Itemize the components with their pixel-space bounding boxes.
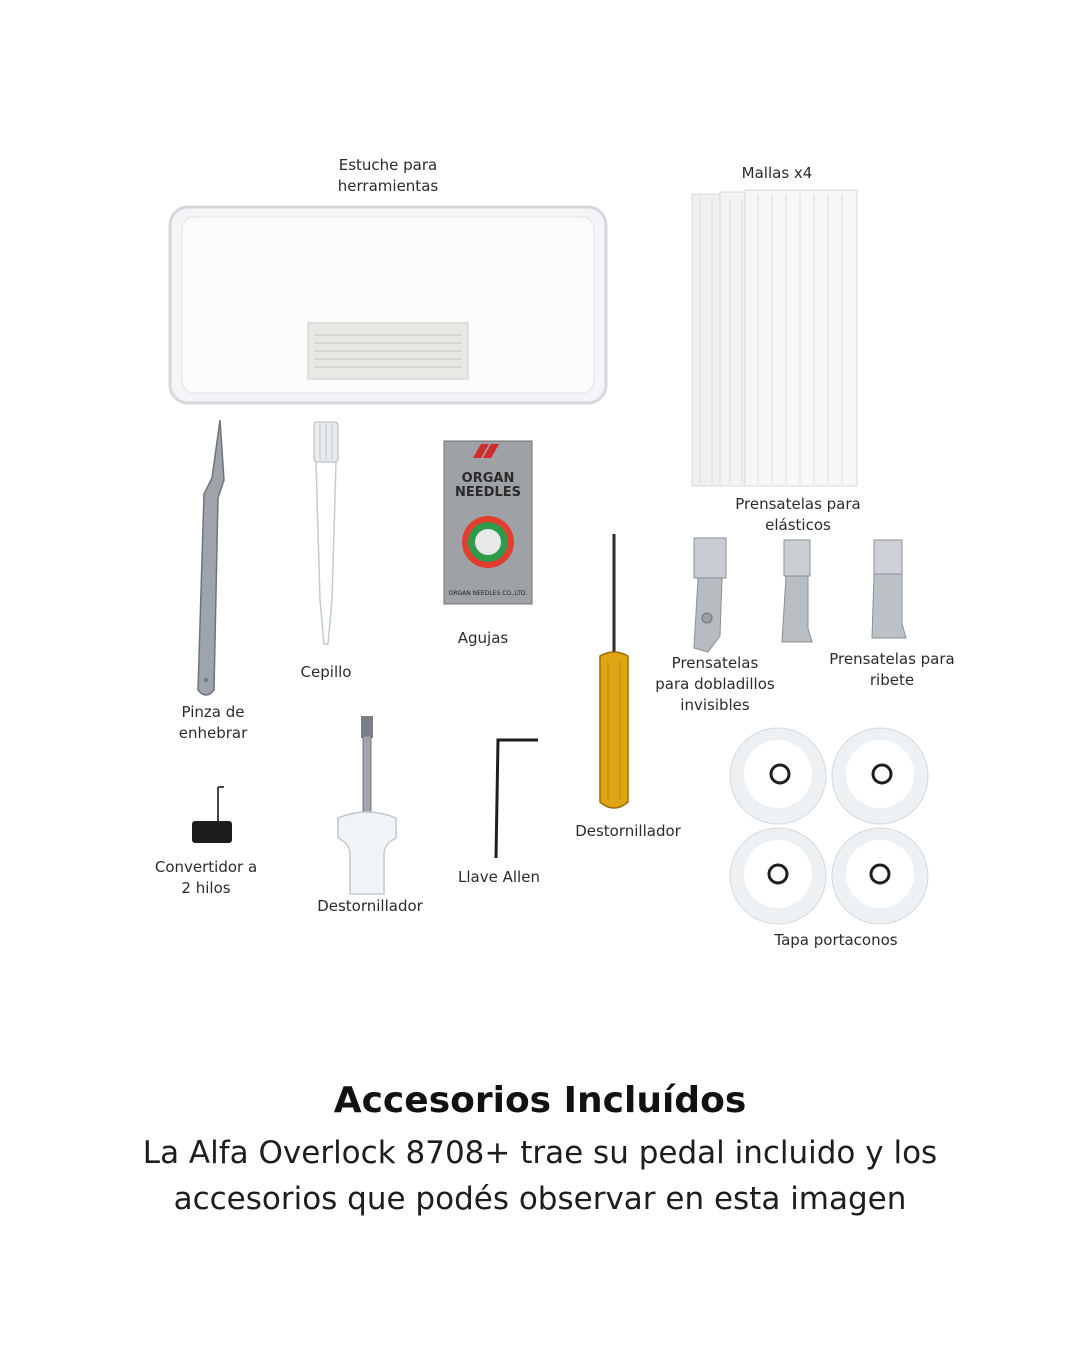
converter-label: Convertidor a 2 hilos — [154, 858, 258, 897]
tool-case-image — [168, 205, 608, 405]
spool-caps-image — [726, 726, 930, 926]
allen-key-label: Llave Allen — [458, 868, 540, 886]
tweezers-image — [188, 418, 238, 700]
tweezers-label: Pinza de enhebrar — [178, 703, 248, 742]
needle-pack-footer: ORGAN NEEDLES CO.,LTD. — [448, 590, 528, 597]
hem-feet-label: Prensatelas para dobladillos invisibles — [655, 654, 775, 714]
needles-label: Agujas — [457, 629, 509, 647]
brush-image — [306, 420, 346, 648]
needle-pack-brand-bottom: NEEDLES — [455, 485, 521, 500]
meshes-label: Mallas x4 — [741, 164, 813, 182]
needle-pack-image — [443, 440, 533, 605]
tool-case-label: Estuche para herramientas — [337, 156, 439, 195]
page-description: La Alfa Overlock 8708+ trae su pedal incluido y los accesorios que podés observar en esta imagen — [142, 1135, 938, 1217]
brush-label: Cepillo — [300, 663, 352, 681]
hem-presser-foot-image — [690, 536, 730, 654]
short-screwdriver-label: Destornillador — [317, 897, 423, 915]
binding-feet-label: Prensatelas para ribete — [829, 650, 955, 689]
long-screwdriver-label: Destornillador — [575, 822, 681, 840]
needle-pack-brand-top: ORGAN — [461, 471, 515, 486]
allen-key-image — [488, 736, 544, 862]
long-screwdriver-image — [594, 532, 634, 814]
elastic-presser-foot-image — [778, 538, 816, 646]
page-title: Accesorios Incluídos — [333, 1080, 747, 1121]
elastic-feet-label: Prensatelas para elásticos — [735, 495, 861, 534]
converter-image — [188, 785, 234, 847]
short-screwdriver-image — [332, 714, 402, 898]
meshes-image — [690, 188, 860, 488]
spool-caps-label: Tapa portaconos — [774, 931, 898, 949]
binding-presser-foot-image — [868, 538, 908, 642]
